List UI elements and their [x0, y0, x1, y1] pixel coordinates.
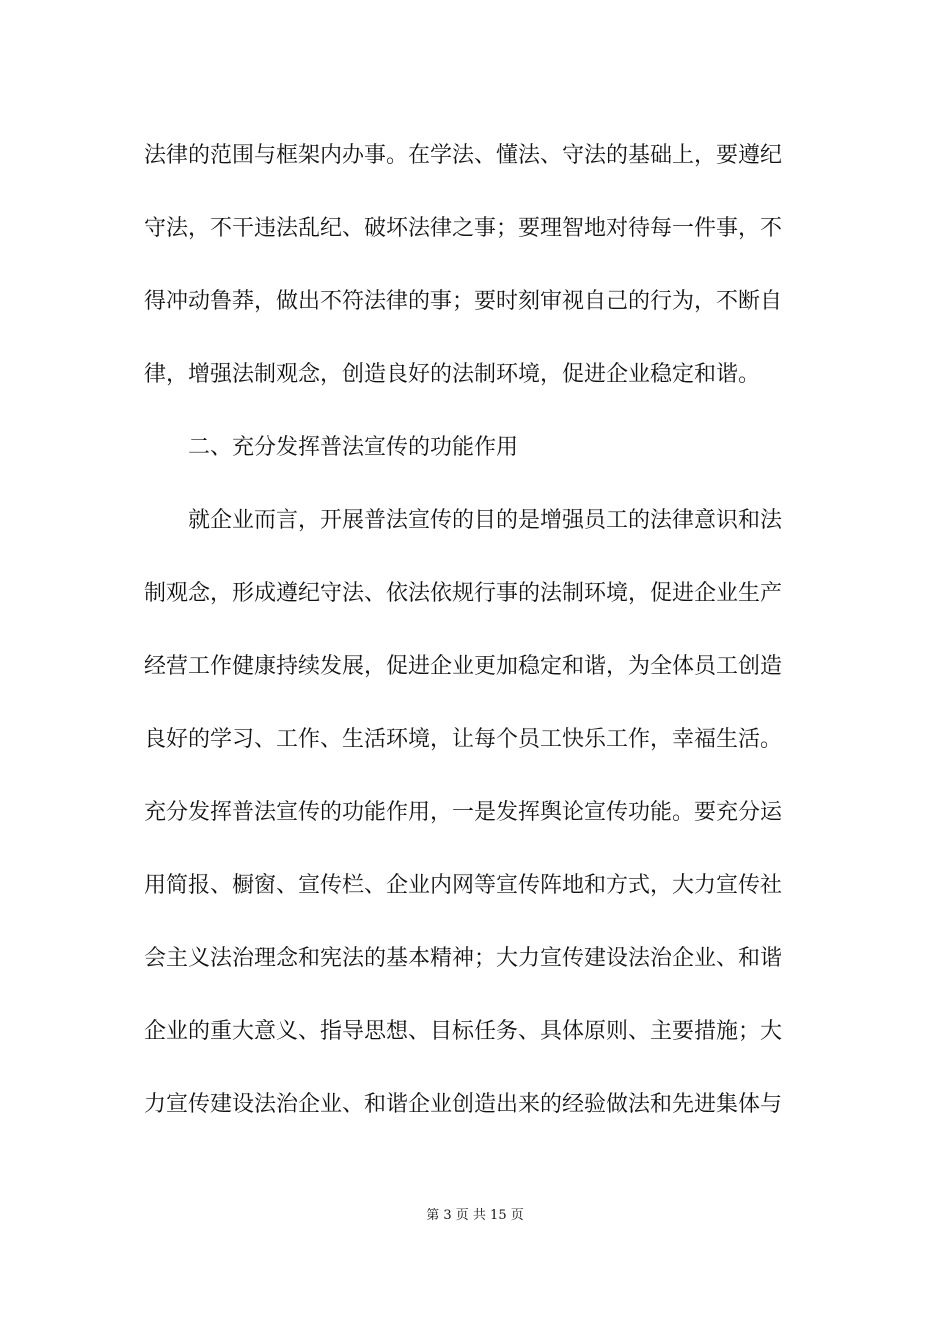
text-line: 得冲动鲁莽，做出不符法律的事；要时刻审视自己的行为，不断自 — [144, 289, 783, 314]
text-line: 就企业而言，开展普法宣传的目的是增强员工的法律意识和法 — [188, 508, 783, 533]
text-line: 经营工作健康持续发展，促进企业更加稳定和谐，为全体员工创造 — [144, 654, 783, 679]
text-line: 制观念，形成遵纪守法、依法依规行事的法制环境，促进企业生产 — [144, 581, 783, 606]
text-line: 律，增强法制观念，创造良好的法制环境，促进企业稳定和谐。 — [144, 362, 761, 387]
text-line: 法律的范围与框架内办事。在学法、懂法、守法的基础上，要遵纪 — [144, 143, 783, 168]
page-number: 第 3 页 共 15 页 — [426, 1208, 524, 1223]
text-line: 会主义法治理念和宪法的基本精神；大力宣传建设法治企业、和谐 — [144, 946, 783, 971]
text-line: 力宣传建设法治企业、和谐企业创造出来的经验做法和先进集体与 — [144, 1092, 783, 1117]
text-line: 用简报、橱窗、宣传栏、企业内网等宣传阵地和方式，大力宣传社 — [144, 873, 783, 898]
text-line: 守法，不干违法乱纪、破坏法律之事；要理智地对待每一件事，不 — [144, 216, 783, 241]
section-heading: 二、充分发挥普法宣传的功能作用 — [188, 435, 519, 460]
text-line: 企业的重大意义、指导思想、目标任务、具体原则、主要措施；大 — [144, 1019, 783, 1044]
text-line: 良好的学习、工作、生活环境，让每个员工快乐工作，幸福生活。 — [144, 727, 783, 752]
text-line: 充分发挥普法宣传的功能作用，一是发挥舆论宣传功能。要充分运 — [144, 800, 783, 825]
